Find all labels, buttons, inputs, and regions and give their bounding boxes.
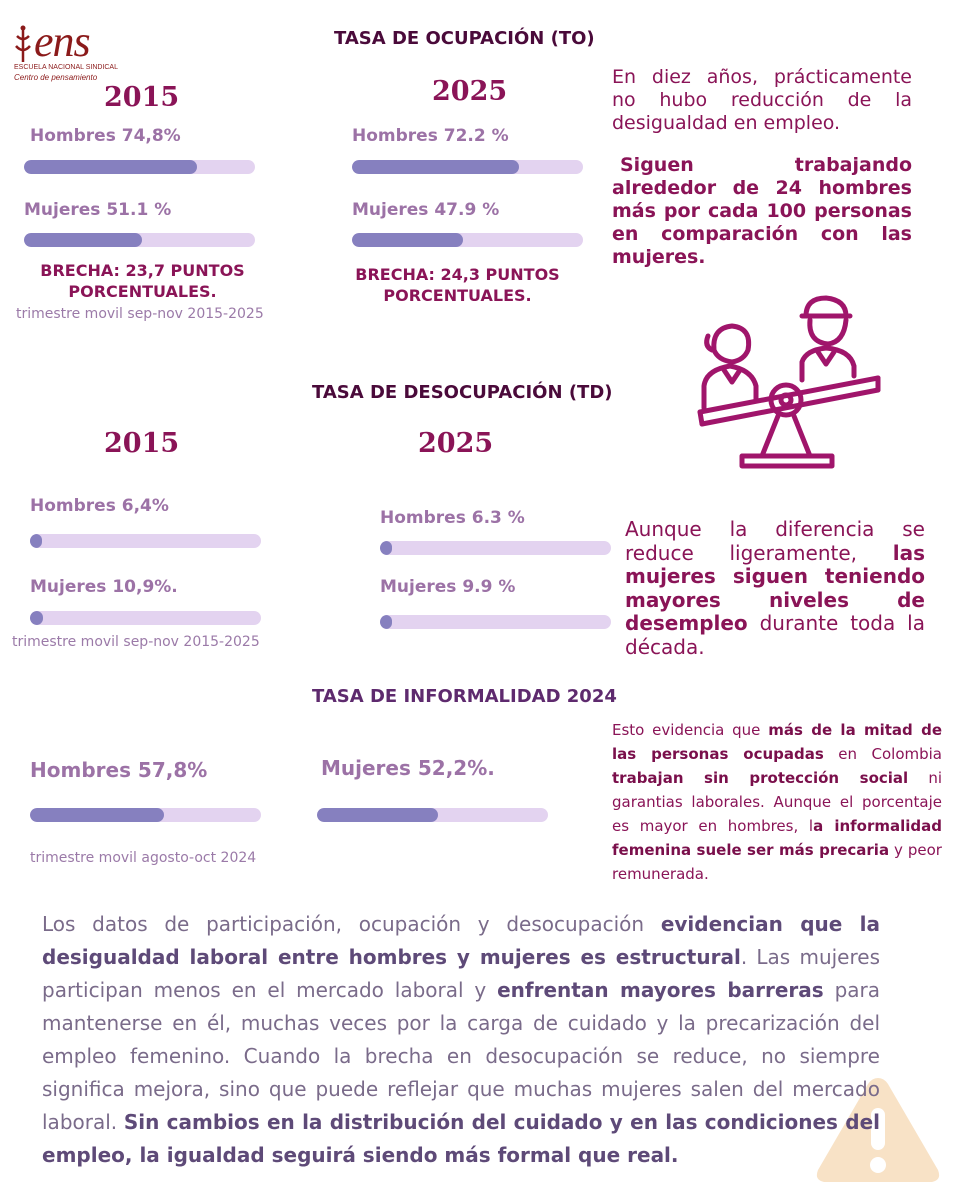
ocupacion-2015-men-bar-fill: [24, 160, 197, 174]
informalidad-women-bar-fill: [317, 808, 438, 822]
ocupacion-2015-women-bar-fill: [24, 233, 142, 247]
logo-symbol-icon: [12, 24, 34, 64]
informalidad-text-6: a informalidad femenina suele ser más precaria: [612, 817, 942, 859]
desocupacion-2015-note: trimestre movil sep-nov 2015-2025: [12, 634, 260, 650]
desocupacion-2015-women-label: Mujeres 10,9%.: [30, 577, 178, 597]
desocupacion-2025-men-bar-fill: [380, 541, 392, 555]
desocupacion-2025-women-label: Mujeres 9.9 %: [380, 577, 516, 597]
informalidad-text-4: trabajan sin protección social: [612, 769, 909, 787]
informalidad-text-2: más de la mitad de las personas ocupadas: [612, 721, 942, 763]
ocupacion-2025-women-bar-fill: [352, 233, 463, 247]
ocupacion-text-1: En diez años, prácticamente no hubo reducción de la desigualdad en empleo.: [612, 66, 912, 134]
ocupacion-text-2: Siguen trabajando alrededor de 24 hombres más por cada 100 personas en comparación con las mujeres.: [612, 154, 912, 268]
informalidad-text-3: en Colombia: [838, 745, 942, 763]
ocupacion-2015-year: 2015: [104, 82, 180, 113]
conclusion-p5: para mantenerse en él, muchas veces por la carga de cuidado y la precarización del empleo femenino. Cuando la brecha en desocupación se reduce, no siempre significa mejora, sino que puede reflejar que muchas mujeres salen del mercado laboral.: [42, 978, 880, 1134]
informalidad-women-label: Mujeres 52,2%.: [321, 756, 495, 780]
desocupacion-2025-men-bar: [380, 541, 611, 555]
desocupacion-2015-women-bar-fill: [30, 611, 43, 625]
informalidad-text-5: ni garantias laborales. Aunque el porcentaje es mayor en hombres, l: [612, 769, 942, 835]
desocupacion-2015-men-bar: [30, 534, 261, 548]
logo-word: ens: [34, 17, 90, 66]
informalidad-text: [612, 718, 942, 886]
conclusion-p1: Los datos de participación, ocupación y desocupación: [42, 912, 645, 936]
conclusion-paragraph: [42, 908, 880, 1172]
desocupacion-2015-men-label: Hombres 6,4%: [30, 496, 169, 516]
conclusion-p2: evidencian que la desigualdad laboral entre hombres y mujeres es estructural: [42, 912, 880, 969]
informalidad-women-bar: [317, 808, 548, 822]
ocupacion-2015-note: trimestre movil sep-nov 2015-2025: [16, 306, 264, 322]
informalidad-men-bar-fill: [30, 808, 164, 822]
desocupacion-2015-women-bar: [30, 611, 261, 625]
ocupacion-2025-women-label: Mujeres 47.9 %: [352, 200, 500, 220]
desocupacion-2025-women-bar: [380, 615, 611, 629]
ocupacion-2015-women-bar: [24, 233, 255, 247]
informalidad-men-bar: [30, 808, 261, 822]
conclusion-p3: . Las mujeres participan menos en el mercado laboral y: [42, 945, 880, 1002]
desocupacion-text-b: las mujeres siguen teniendo mayores niveles de desempleo: [625, 540, 925, 635]
desocupacion-2025-women-bar-fill: [380, 615, 392, 629]
informalidad-note: trimestre movil agosto-oct 2024: [30, 850, 257, 866]
ocupacion-2025-men-label: Hombres 72.2 %: [352, 126, 509, 146]
desocupacion-2025-year: 2025: [418, 428, 494, 459]
informalidad-text-1: Esto evidencia que: [612, 721, 761, 739]
ocupacion-2025-men-bar: [352, 160, 583, 174]
informalidad-text-7: y peor remunerada.: [612, 841, 942, 883]
desocupacion-2025-men-label: Hombres 6.3 %: [380, 508, 525, 528]
ocupacion-2015-gap: BRECHA: 23,7 PUNTOS PORCENTUALES.: [40, 261, 245, 301]
desocupacion-text: [625, 518, 925, 659]
desocupacion-2015-men-bar-fill: [30, 534, 42, 548]
informalidad-men-label: Hombres 57,8%: [30, 758, 208, 782]
desocupacion-title: TASA DE DESOCUPACIÓN (TD): [312, 382, 613, 403]
ocupacion-2015-men-bar: [24, 160, 255, 174]
ocupacion-2025-year: 2025: [432, 76, 508, 107]
desocupacion-text-c: durante toda la década.: [625, 611, 925, 659]
desocupacion-text-a: Aunque la diferencia se reduce ligeramente,: [625, 517, 925, 565]
gender-scale-icon: [690, 290, 890, 475]
desocupacion-2015-year: 2015: [104, 428, 180, 459]
ocupacion-2015-men-label: Hombres 74,8%: [30, 126, 181, 146]
logo-line-2: Centro de pensamiento: [14, 73, 98, 82]
conclusion-p6: Sin cambios en la distribución del cuidado y en las condiciones del empleo, la igualdad seguirá siendo más formal que real.: [42, 1110, 880, 1167]
ocupacion-2015-women-label: Mujeres 51.1 %: [24, 200, 172, 220]
informalidad-title: TASA DE INFORMALIDAD 2024: [312, 686, 617, 707]
logo-line-1: ESCUELA NACIONAL SINDICAL: [14, 64, 118, 71]
ocupacion-2025-gap: BRECHA: 24,3 PUNTOS PORCENTUALES.: [355, 265, 560, 305]
ocupacion-title: TASA DE OCUPACIÓN (TO): [334, 28, 595, 49]
ocupacion-2025-women-bar: [352, 233, 583, 247]
ocupacion-2025-men-bar-fill: [352, 160, 519, 174]
conclusion-p4: enfrentan mayores barreras: [497, 978, 824, 1002]
